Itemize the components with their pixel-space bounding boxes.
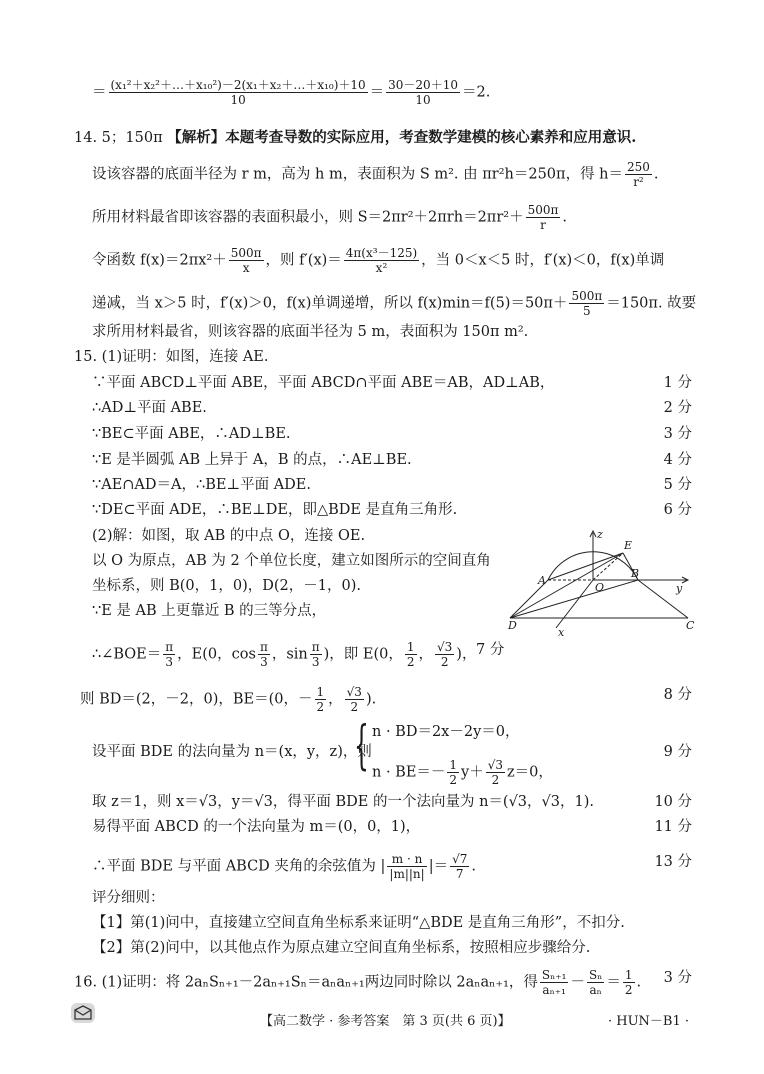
text: － [570,974,585,991]
fraction [109,78,368,107]
line-02 [74,128,636,148]
line-06 [92,289,696,318]
fraction [540,968,569,997]
denominator: 3 [165,655,174,669]
text: 所用材料最省即该容器的表面积最小，则 S＝2πr²＋2πrh＝2πr²＋ [92,209,524,226]
denominator: r [540,218,546,232]
denominator: |m||n| [389,867,425,881]
denominator: 2 [491,773,500,787]
numerator: Sₙ₊₁ [541,968,567,982]
label-z: z [597,528,603,541]
fraction [315,685,327,714]
numerator: (x₁²＋x₂²＋…＋x₁₀²)－2(x₁＋x₂＋…＋x₁₀)＋10 [110,78,366,92]
line-26: 【1】第(1)问中，直接建立空间直角坐标系来证明“△BDE 是直角三角形”，不扣分. [92,915,625,931]
line-07: 求所用材料最省，则该容器的底面半径为 5 m，表面积为 150π m². [92,324,529,340]
text: ∴∠BOE＝ [92,646,162,663]
footer-center: 【高二数学 · 参考答案 第 3 页(共 6 页)】 [260,1014,511,1029]
points-11: 11 分 [654,819,692,835]
numerator: √3 [487,758,504,772]
text: |＝ [428,858,449,875]
text: ，sin [271,646,308,663]
text: )， [456,646,477,663]
line-28 [74,968,641,997]
fraction [229,246,264,275]
denominator: 2 [624,983,633,997]
label-C: C [686,619,695,632]
numerator: π [311,640,320,654]
denominator: 2 [449,773,458,787]
text: y＋ [461,764,484,781]
fraction [447,758,459,787]
fraction [310,640,322,669]
points-10: 10 分 [654,794,692,810]
text: ＝ [369,84,385,101]
text: . [636,974,642,991]
fraction [526,203,561,232]
fraction [405,640,417,669]
points-2: 2 分 [663,400,692,416]
denominator: 2 [406,655,415,669]
points-8: 8 分 [663,687,692,703]
text: ＝2. [461,84,491,101]
text: ， [418,646,434,663]
denominator: aₙ [589,983,602,997]
text: . [471,858,476,875]
denominator: x² [375,261,388,275]
fraction [587,968,604,997]
denominator: aₙ₊₁ [542,983,566,997]
text: 16. (1)证明：将 2aₙSₙ₊₁－2aₙ₊₁Sₙ＝aₙaₙ₊₁两边同时除以 2aₙaₙ₊₁，得 [74,974,538,991]
text: . [562,209,567,226]
numerator: √3 [346,685,362,699]
line-14: ∵DE⊂平面 ADE，∴BE⊥DE，即△BDE 是直角三角形. [92,502,458,518]
points-1: 1 分 [663,375,692,391]
analysis-heading: 【解析】本题考查导数的实际应用，考查数学建模的核心素养和应用意识. [167,129,637,146]
denominator: 2 [350,700,359,714]
numerator: 1 [316,685,325,699]
label-B: B [631,567,640,580]
text: ). [365,691,377,708]
numerator: 1 [624,968,633,982]
text: n · BE＝－ [372,764,446,781]
denominator: 3 [311,655,320,669]
numerator: π [165,640,174,654]
line-23: 易得平面 ABCD 的一个法向量为 m＝(0，0，1)， [92,819,421,835]
fraction [569,289,604,318]
fraction [344,246,419,275]
numerator: 1 [406,640,415,654]
text: ，则 f′(x)＝ [265,252,342,269]
denominator: 3 [260,655,268,669]
text: 令函数 f(x)＝2πx²＋ [92,252,227,269]
label-D: D [508,619,517,632]
line-03 [92,160,659,189]
line-20 [80,685,376,714]
denominator: 10 [415,93,431,107]
text: 递减，当 x＞5 时，f′(x)＞0，f(x)单调递增，所以 f(x)min＝f(5)＝50π＋ [92,295,568,312]
footer-right: · HUN－B1 · [608,1014,690,1029]
line-12: ∵E 是半圆弧 AB 上异于 A，B 的点，∴AE⊥BE. [92,452,412,468]
line-18: ∵E 是 AB 上更靠近 B 的三等分点， [92,603,327,619]
line-25: 评分细则： [92,890,165,906]
envelope-logo-icon [70,1002,96,1024]
text: ＝150π. 故要 [606,295,697,312]
fraction [345,685,364,714]
denominator: 5 [583,304,591,318]
text: ， [328,691,343,708]
fraction [258,640,270,669]
line-15: (2)解：如图，取 AB 的中点 O，连接 OE. [92,528,366,544]
numerator: m · n [387,852,426,867]
line-17: 坐标系，则 B(0，1，0)，D(2，－1，0). [92,578,361,594]
line-OE [593,553,623,580]
x-axis [556,580,593,628]
line-16: 以 O 为原点，AB 为 2 个单位长度，建立如图所示的空间直角 [92,553,491,569]
label-y: y [676,582,683,595]
numerator: 30－20＋10 [388,78,458,92]
numerator: 4π(x³－125) [345,246,418,260]
brace: { [354,716,369,776]
line-27: 【2】第(2)问中，以其他点作为原点建立空间直角坐标系，按照相应步骤给分. [92,940,591,956]
text: )，即 E(0， [323,646,403,663]
fraction [387,852,426,881]
denominator: 7 [455,867,464,881]
line-01 [92,78,490,107]
denominator: r² [633,175,644,189]
answer-head: 14. 5；150π [74,130,168,146]
equation-2 [372,758,553,787]
points-5: 5 分 [663,477,692,493]
label-E: E [624,539,633,552]
line-10: ∴AD⊥平面 ABE. [92,400,207,416]
line-19 [92,640,476,669]
text: ，E(0，cos [177,646,256,663]
text: z＝0， [507,764,553,781]
fraction [625,160,652,189]
numerator: 1 [449,758,458,772]
text: ＝ [92,84,107,101]
equation-1: n · BD＝2x－2y＝0， [372,724,520,740]
numerator: 500π [230,246,262,260]
label-O: O [595,581,605,594]
text: ，当 0＜x＜5 时，f′(x)＜0，f(x)单调 [421,252,665,269]
fraction [450,852,469,881]
numerator: Sₙ [588,968,603,982]
numerator: 500π [571,289,603,303]
line-05 [92,246,664,275]
label-A: A [538,574,546,587]
line-09: ∵平面 ABCD⊥平面 ABE，平面 ABCD∩平面 ABE＝AB，AD⊥AB， [92,375,555,391]
text: ∴平面 BDE 与平面 ABCD 夹角的余弦值为 | [92,858,386,875]
line-11: ∵BE⊂平面 ABE，∴AD⊥BE. [92,426,291,442]
numerator: 250 [627,160,650,174]
line-21: 设平面 BDE 的法向量为 n＝(x，y，z)，则 [92,744,372,760]
numerator: 500π [527,203,559,217]
numerator: √7 [452,852,468,866]
fraction [435,640,454,669]
line-13: ∵AE∩AD＝A，∴BE⊥平面 ADE. [92,477,312,493]
line-04 [92,203,567,232]
text: ＝ [606,974,621,991]
numerator: √3 [437,640,453,654]
denominator: 2 [440,655,449,669]
fraction [163,640,175,669]
line-AE [548,553,623,580]
points-7: 7 分 [476,642,505,658]
geometry-figure [510,528,700,638]
line-DE [510,553,623,618]
fraction [623,968,635,997]
line-24 [92,852,476,881]
fraction [486,758,505,787]
line-08: 15. (1)证明：如图，连接 AE. [74,349,269,365]
points-3: 3 分 [663,426,692,442]
points-13: 13 分 [654,854,692,870]
line-22: 取 z＝1，则 x＝√3，y＝√3，得平面 BDE 的一个法向量为 n＝(√3，√3，1). [92,794,594,810]
text: 设该容器的底面半径为 r m，高为 h m，表面积为 S m². 由 πr²h＝250π，得 h＝ [92,166,624,183]
text: 则 BD＝(2，－2，0)，BE＝(0，－ [80,691,313,708]
points-3-q16: 3 分 [663,970,692,986]
label-x: x [558,626,565,639]
denominator: x [242,261,250,275]
points-6: 6 分 [663,502,692,518]
numerator: π [259,640,268,654]
text: . [653,166,659,183]
points-4: 4 分 [663,452,692,468]
denominator: 10 [230,93,246,107]
fraction [386,78,460,107]
points-9: 9 分 [663,744,692,760]
denominator: 2 [316,700,325,714]
